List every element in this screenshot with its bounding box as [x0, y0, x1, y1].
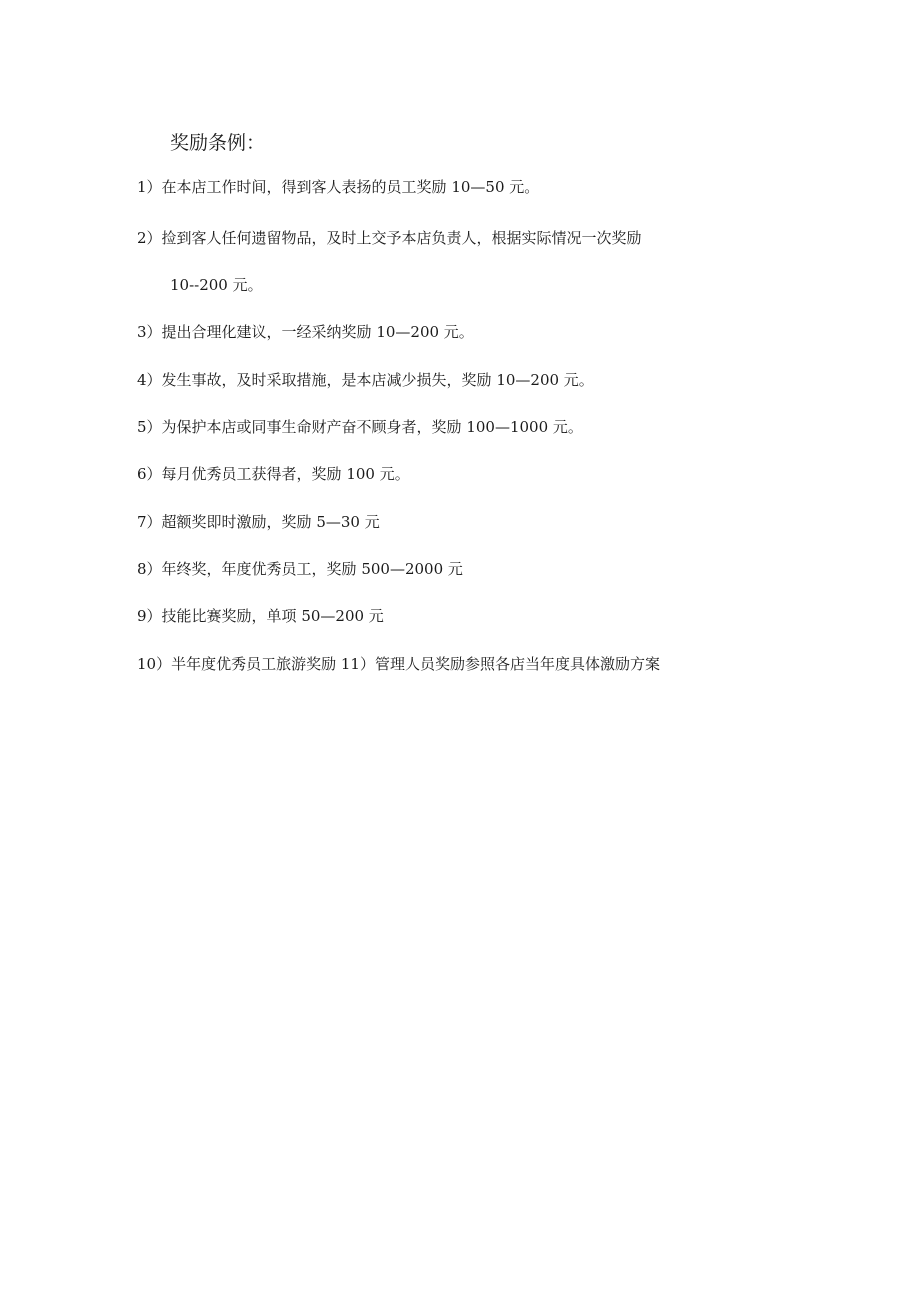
reward-item-6: 6）每月优秀员工获得者，奖励 100 元。	[137, 465, 410, 483]
reward-item-7: 7）超额奖即时激励，奖励 5—30 元	[137, 513, 380, 531]
reward-item-9: 9）技能比赛奖励，单项 50—200 元	[137, 607, 384, 625]
reward-item-4: 4）发生事故，及时采取措施，是本店减少损失，奖励 10—200 元。	[137, 371, 594, 389]
reward-item-3: 3）提出合理化建议，一经采纳奖励 10—200 元。	[137, 323, 474, 341]
reward-item-10-11: 10）半年度优秀员工旅游奖励 11）管理人员奖励参照各店当年度具体激励方案	[137, 655, 660, 673]
reward-item-2-continuation: 10--200 元。	[170, 276, 263, 294]
document-title: 奖励条例：	[170, 132, 266, 154]
reward-item-1: 1）在本店工作时间，得到客人表扬的员工奖励 10—50 元。	[137, 178, 540, 196]
reward-item-5: 5）为保护本店或同事生命财产奋不顾身者，奖励 100—1000 元。	[137, 418, 583, 436]
reward-item-2: 2）捡到客人任何遗留物品，及时上交予本店负责人，根据实际情况一次奖励	[137, 229, 642, 247]
reward-item-8: 8）年终奖，年度优秀员工，奖励 500—2000 元	[137, 560, 463, 578]
